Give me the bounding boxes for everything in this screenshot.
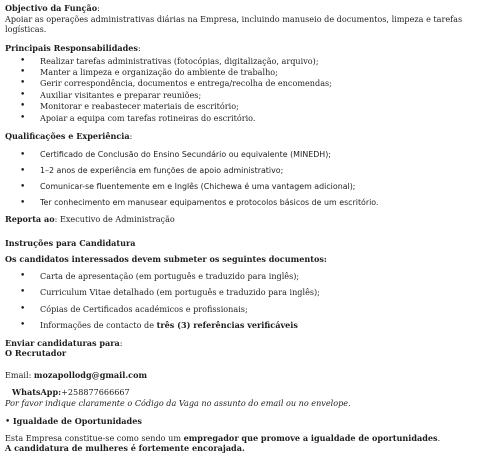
- bullet-icon: •: [20, 101, 26, 111]
- objective-heading: Objectivo da Função: [5, 3, 98, 13]
- document-item: Cópias de Certificados académicos e profissionais;: [40, 304, 248, 314]
- responsibility-item: Auxiliar visitantes e preparar reuniões;: [40, 90, 202, 100]
- objective-text-line-1: Apoiar as operações administrativas diárias na Empresa, incluindo manuseio de documentos, limpeza e tarefas: [5, 14, 463, 24]
- bullet-icon: •: [20, 320, 26, 330]
- qualifications-heading: Qualificações e Experiência: [5, 131, 130, 141]
- qualifications-heading-line: [5, 131, 132, 141]
- bullet-icon: •: [20, 90, 26, 100]
- qualifications-heading-suffix: :: [129, 131, 133, 141]
- qualification-item: Comunicar-se fluentemente em e Inglês (Chichewa é uma vantagem adicional);: [40, 182, 356, 191]
- bullet-icon: •: [20, 271, 26, 281]
- send-to-heading-line: [5, 338, 123, 348]
- email-label: Email:: [5, 370, 34, 380]
- responsibility-item: Gerir correspondência, documentos e entrega/recolha de encomendas;: [40, 78, 332, 88]
- bullet-icon: •: [20, 113, 26, 123]
- responsibility-item: Realizar tarefas administrativas (fotocópias, digitalização, arquivo);: [40, 56, 319, 66]
- responsibilities-heading-suffix: :: [138, 43, 141, 53]
- equality-line-1: [5, 433, 440, 443]
- bullet-icon: •: [20, 166, 26, 176]
- equality-end: .: [437, 433, 441, 443]
- bullet-icon: •: [20, 56, 26, 66]
- objective-heading-suffix: :: [97, 3, 100, 13]
- instructions-heading: Instruções para Candidatura: [5, 238, 136, 248]
- qualification-item: Certificado de Conclusão do Ensino Secundário ou equivalente (MINEDH);: [40, 150, 331, 159]
- responsibility-item: Manter a limpeza e organização do ambiente de trabalho;: [40, 67, 278, 77]
- recruiter-label: O Recrutador: [5, 348, 67, 358]
- bullet-icon: •: [20, 67, 26, 77]
- equality-heading: Igualdade de Oportunidades: [12, 416, 142, 426]
- document-item: [40, 320, 298, 330]
- bullet-icon: •: [20, 287, 26, 297]
- email-value: mozapollodg@gmail.com: [33, 370, 148, 380]
- reports-to-label: Reporta ao: [5, 214, 55, 224]
- equality-bold: empregador que promove a igualdade de oportunidades: [183, 433, 438, 443]
- email-subject-note: Por favor indique claramente o Código da Vaga no assunto do email ou no envelope.: [5, 398, 351, 408]
- equality-heading-line: [5, 416, 142, 427]
- bullet-icon: •: [20, 150, 26, 160]
- responsibilities-heading: Principais Responsabilidades: [5, 43, 138, 53]
- send-to-heading: Enviar candidaturas para: [5, 338, 120, 348]
- reports-to-line: [5, 214, 175, 224]
- qualification-item: Ter conhecimento em manusear equipamentos e protocolos básicos de um escritório.: [40, 198, 379, 207]
- objective-text-line-2: logísticas.: [5, 24, 47, 34]
- document-item-bold: três (3) referências verificáveis: [156, 320, 298, 330]
- document-item: Carta de apresentação (em português e traduzido para inglês);: [40, 271, 300, 281]
- send-to-heading-suffix: :: [119, 338, 123, 348]
- responsibility-item: Apoiar a equipa com tarefas rotineiras do escritório.: [40, 113, 256, 123]
- bullet-icon: •: [20, 304, 26, 314]
- whatsapp-label: WhatsApp:: [12, 387, 62, 397]
- responsibilities-heading-line: [5, 43, 141, 53]
- reports-to-value: : Executivo de Administração: [54, 214, 175, 224]
- instructions-intro: Os candidatos interessados devem submeter os seguintes documentos:: [5, 254, 327, 264]
- bullet-icon: •: [5, 417, 11, 427]
- bullet-icon: •: [20, 182, 26, 192]
- document-item-text: Informações de contacto de: [40, 320, 157, 330]
- equality-text: Esta Empresa constitue-se como sendo um: [5, 433, 184, 443]
- equality-line-2: A candidatura de mulheres é fortemente encorajada.: [5, 443, 245, 453]
- email-line: [5, 370, 147, 380]
- bullet-icon: •: [20, 198, 26, 208]
- responsibility-item: Monitorar e reabastecer materiais de escritório;: [40, 101, 239, 111]
- qualification-item: 1–2 anos de experiência em funções de apoio administrativo;: [40, 166, 284, 175]
- bullet-icon: •: [20, 78, 26, 88]
- document-item: Curriculum Vitae detalhado (em português e traduzido para inglês);: [40, 287, 320, 297]
- whatsapp-value: +258877666667: [61, 387, 130, 397]
- objective-heading-line: [5, 3, 100, 13]
- whatsapp-line: [12, 387, 130, 397]
